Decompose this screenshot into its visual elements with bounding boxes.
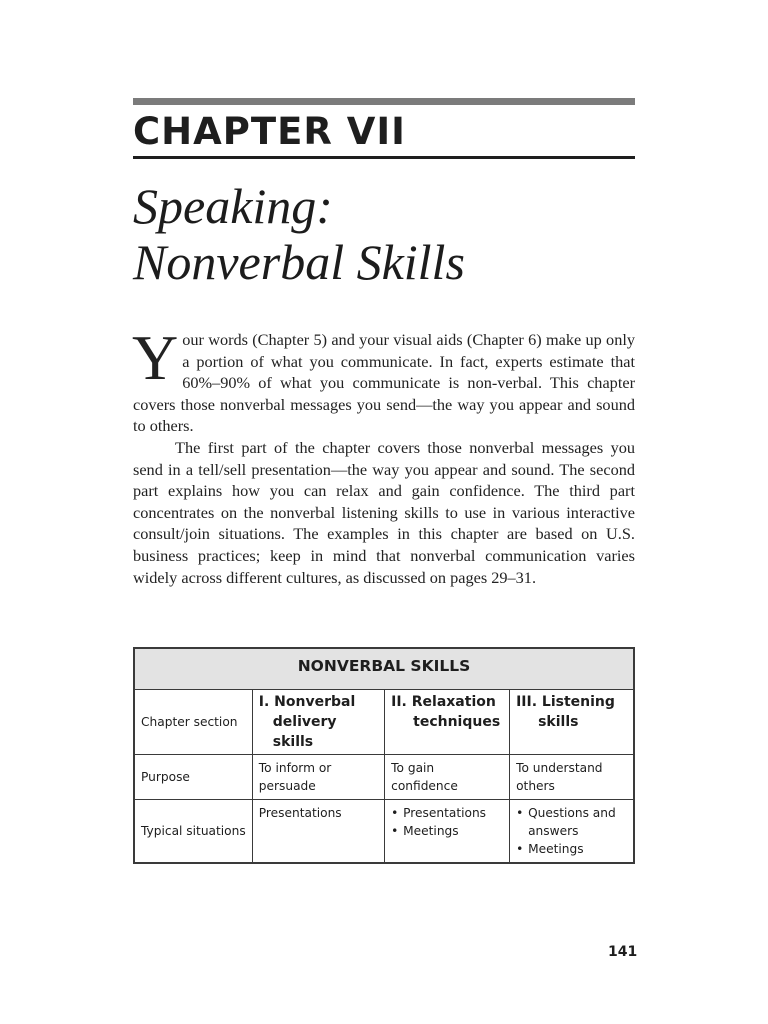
column-header-1 [252,690,384,755]
chapter-title-line-1: Speaking: [133,178,333,234]
chapter-title-line-2: Nonverbal Skills [133,234,465,290]
nonverbal-skills-table [133,647,635,864]
paragraph-1 [132,322,635,437]
chapter-rule [133,156,635,159]
situations-cell-1: Presentations [252,800,384,864]
situations-cell-2 [385,800,510,864]
column-header-3 [510,690,634,755]
paragraph-2: The first part of the chapter covers those nonverbal messages you send in a tell/sell presentation—the way you appear and sound. The second part explains how you can relax and gain confidence. The third part concentrates on the nonverbal listening skills to use in various interactive consult/join situations. The examples in this chapter are based on U.S. business practices; keep in mind that nonverbal communication varies widely across different cultures, as discussed on pages 29–31. [133,437,635,587]
column-header-2 [385,690,510,755]
table-title: NONVERBAL SKILLS [134,648,634,690]
column-header-3-line-2: skills [538,714,579,730]
drop-cap: Y [132,322,179,393]
column-header-2-line-2: techniques [413,714,501,730]
page-number: 141 [608,944,638,960]
column-header-1-line-1: I. Nonverbal [258,694,356,710]
list-item: • Questions and answers [516,804,627,840]
column-header-2-line-1: II. Relaxation [391,694,496,710]
list-item: • Presentations [391,804,503,822]
top-rule [133,98,635,105]
column-header-3-line-1: III. Listening [516,694,615,710]
purpose-cell-2: To gain confidence [385,755,510,800]
situations-list-2 [391,804,503,840]
paragraph-1-text: our words (Chapter 5) and your visual aids (Chapter 6) make up only a portion of what you communicate. In fact, experts estimate that 60%–90% of what you communicate is non-verbal. This chapter covers those nonverbal messages you send—the way you appear and sound to others. [133,330,635,436]
purpose-cell-3: To understand others [510,755,634,800]
purpose-cell-1: To inform or persuade [252,755,384,800]
chapter-label: CHAPTER VII [133,110,406,153]
row-header-chapter-section: Chapter section [134,690,252,755]
situations-list-3 [516,804,627,858]
list-item: • Meetings [391,822,503,840]
column-header-1-line-2: delivery skills [272,714,337,750]
list-item: • Meetings [516,840,627,858]
body-text [132,322,635,588]
chapter-title [133,178,635,290]
row-header-purpose: Purpose [134,755,252,800]
situations-cell-3 [510,800,634,864]
row-header-typical-situations: Typical situations [134,800,252,864]
